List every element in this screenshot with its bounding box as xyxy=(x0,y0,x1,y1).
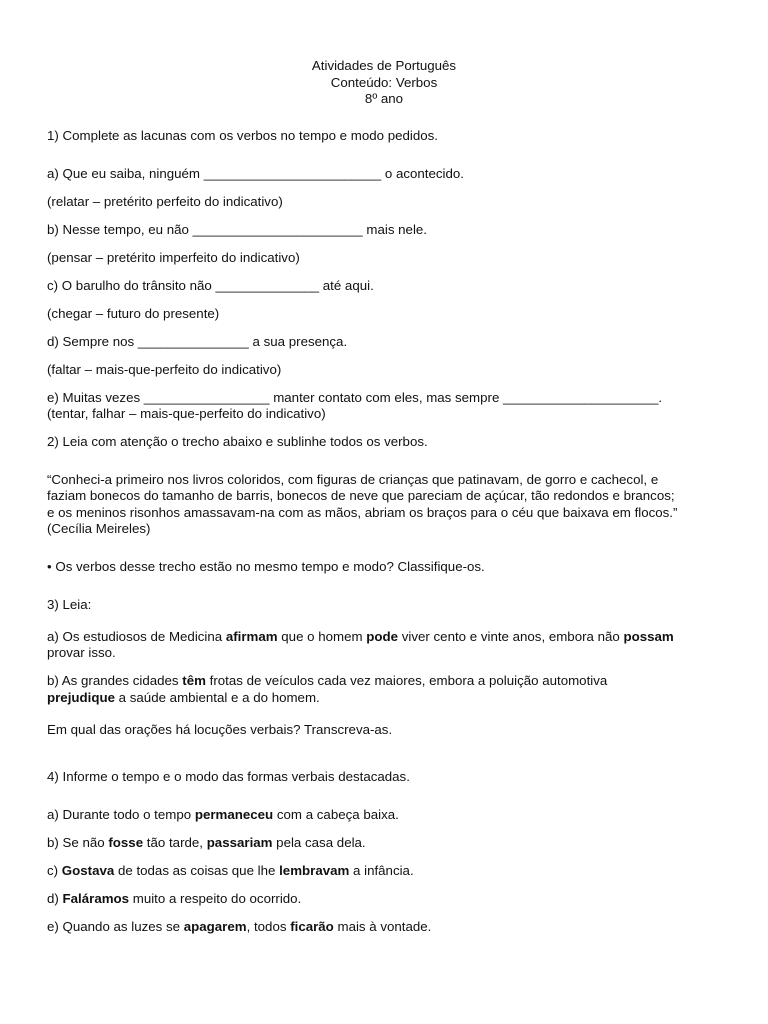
q1-item-b-hint: (pensar – pretérito imperfeito do indicativo) xyxy=(47,250,300,265)
q1-item-c-hint: (chegar – futuro do presente) xyxy=(47,306,220,321)
text: mais à vontade. xyxy=(333,919,432,934)
q3-question: Em qual das orações há locuções verbais? Transcreva-as. xyxy=(47,722,393,737)
highlighted-verb: permaneceu xyxy=(194,807,274,822)
q2-quote-line-3: e os meninos risonhos amassavam-na com as mãos, abriam os braços para o céu que baixava em flocos.” xyxy=(47,505,678,520)
q1-item-e: e) Muitas vezes _________________ manter contato com eles, mas sempre _____________________. xyxy=(47,390,663,405)
q1-item-a-hint: (relatar – pretérito perfeito do indicativo) xyxy=(47,194,283,209)
text: a infância. xyxy=(349,863,414,878)
q4-item-c xyxy=(47,863,414,879)
text: frotas de veículos cada vez maiores, embora a poluição automotiva xyxy=(205,673,608,688)
text: a) Os estudiosos de Medicina xyxy=(47,629,226,644)
text: , todos xyxy=(246,919,291,934)
highlighted-verb: Gostava xyxy=(61,863,115,878)
q1-item-c: c) O barulho do trânsito não ______________ até aqui. xyxy=(47,278,374,293)
q3-prompt: 3) Leia: xyxy=(47,597,92,612)
q4-prompt: 4) Informe o tempo e o modo das formas verbais destacadas. xyxy=(47,769,410,784)
q1-item-a: a) Que eu saiba, ninguém ________________________ o acontecido. xyxy=(47,166,464,181)
text: a) Durante todo o tempo xyxy=(47,807,195,822)
q1-item-d-hint: (faltar – mais-que-perfeito do indicativo) xyxy=(47,362,282,377)
text: viver cento e vinte anos, embora não xyxy=(398,629,624,644)
q4-item-d xyxy=(47,891,301,907)
text: c) xyxy=(47,863,62,878)
text: com a cabeça baixa. xyxy=(273,807,399,822)
q3-item-b-line-1 xyxy=(47,673,607,689)
q1-item-d: d) Sempre nos _______________ a sua presença. xyxy=(47,334,348,349)
q2-bullet-question: • Os verbos desse trecho estão no mesmo tempo e modo? Classifique-os. xyxy=(47,559,485,574)
text: que o homem xyxy=(277,629,367,644)
q2-prompt: 2) Leia com atenção o trecho abaixo e sublinhe todos os verbos. xyxy=(47,434,428,449)
text: a saúde ambiental e a do homem. xyxy=(114,690,320,705)
text: d) xyxy=(47,891,63,906)
highlighted-verb: prejudique xyxy=(47,690,115,705)
q2-quote-line-1: “Conheci-a primeiro nos livros coloridos, com figuras de crianças que patinavam, de gorro e cachecol, e xyxy=(47,472,659,487)
highlighted-verb: Faláramos xyxy=(62,891,130,906)
highlighted-verb: passariam xyxy=(206,835,273,850)
text: b) As grandes cidades xyxy=(47,673,183,688)
q2-quote-author: (Cecília Meireles) xyxy=(47,521,151,536)
q2-quote-line-2: faziam bonecos do tamanho de barris, bonecos de neve que pareciam de açúcar, tão redondos e brancos; xyxy=(47,488,675,503)
q3-item-a-line-1 xyxy=(47,629,674,645)
q4-item-a xyxy=(47,807,399,823)
q1-prompt: 1) Complete as lacunas com os verbos no tempo e modo pedidos. xyxy=(47,128,438,143)
highlighted-verb: possam xyxy=(623,629,674,644)
q4-item-e xyxy=(47,919,431,935)
document-title: Atividades de Português xyxy=(311,58,457,73)
highlighted-verb: ficarão xyxy=(290,919,334,934)
highlighted-verb: fosse xyxy=(108,835,144,850)
highlighted-verb: pode xyxy=(366,629,399,644)
text: muito a respeito do ocorrido. xyxy=(129,891,302,906)
highlighted-verb: lembravam xyxy=(279,863,350,878)
highlighted-verb: têm xyxy=(182,673,206,688)
text: e) Quando as luzes se xyxy=(47,919,184,934)
text: tão tarde, xyxy=(143,835,207,850)
q4-item-b xyxy=(47,835,366,851)
document-grade: 8º ano xyxy=(364,91,404,106)
document-subtitle: Conteúdo: Verbos xyxy=(330,75,438,90)
text: de todas as coisas que lhe xyxy=(114,863,280,878)
text: pela casa dela. xyxy=(272,835,366,850)
text: b) Se não xyxy=(47,835,109,850)
q3-item-a-line-2: provar isso. xyxy=(47,645,116,660)
q1-item-e-hint: (tentar, falhar – mais-que-perfeito do indicativo) xyxy=(47,406,326,421)
highlighted-verb: afirmam xyxy=(225,629,278,644)
highlighted-verb: apagarem xyxy=(183,919,247,934)
q1-item-b: b) Nesse tempo, eu não _______________________ mais nele. xyxy=(47,222,427,237)
q3-item-b-line-2 xyxy=(47,690,320,706)
